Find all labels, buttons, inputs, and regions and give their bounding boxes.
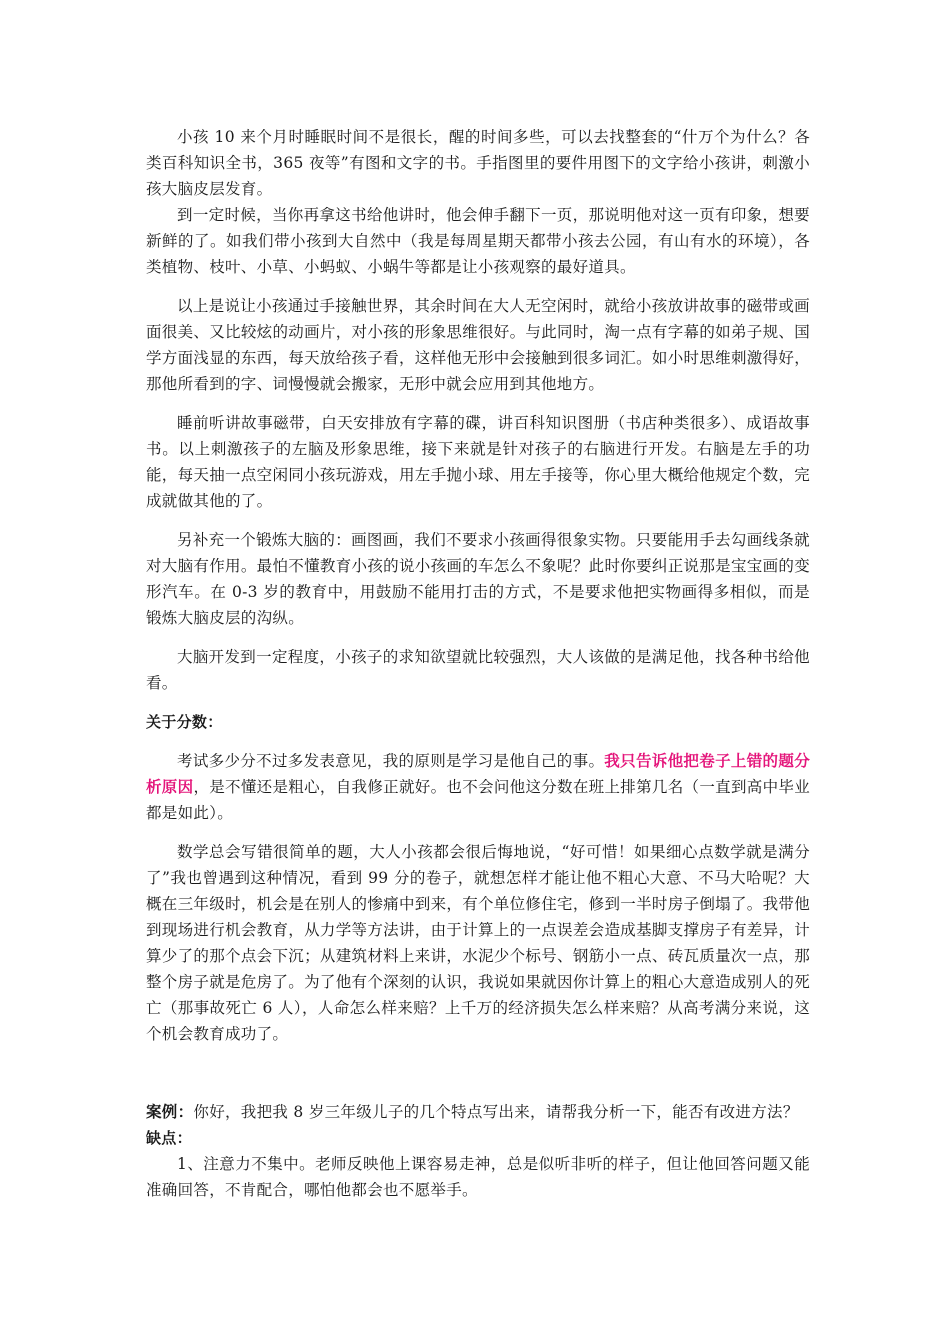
paragraph-7 [146,748,810,826]
highlighted-text: 我只告诉他把卷子上错的题分析原因 [146,751,811,796]
paragraph-4: 睡前听讲故事磁带，白天安排放有字幕的碟，讲百科知识图册（书店种类很多）、成语故事书。以上刺激孩子的左脑及形象思维，接下来就是针对孩子的右脑进行开发。右脑是左手的功能，每天抽一点空闲同小孩玩游戏，用左手抛小球、用左手接等，你心里大概给他规定个数，完成就做其他的了。 [146,414,810,510]
spacer [146,280,810,293]
paragraph-2: 到一定时候，当你再拿这书给他讲时，他会伸手翻下一页，那说明他对这一页有印象，想要新鲜的了。如我们带小孩到大自然中（我是每周星期天都带小孩去公园，有山有水的环境），各类植物、枝叶、小草、小蚂蚁、小蜗牛等都是让小孩观察的最好道具。 [146,206,810,276]
weakness-item-1: 1、注意力不集中。老师反映他上课容易走神，总是似听非听的样子，但让他回答问题又能准确回答，不肯配合，哪怕他都会也不愿举手。 [146,1155,810,1199]
spacer [146,696,810,709]
paragraph-7-start: 考试多少分不过多发表意见，我的原则是学习是他自己的事。 [177,752,605,770]
paragraph-8: 数学总会写错很简单的题，大人小孩都会很后悔地说，“好可惜！如果细心点数学就是满分了”我也曾遇到这种情况，看到 99 分的卷子，就想怎样才能让他不粗心大意、不马大哈呢？大概在三年级时，机会是在别人的惨痛中到来，有个单位修住宅，修到一半时房子倒塌了。我带他到现场进行机会教育，从力学等方法讲，由于计算上的一点误差会造成基脚支撑房子有差异，计算少了的那个点会下沉；从建筑材料上来讲，水泥少个标号、钢筋小一点、砖瓦质量次一点，那整个房子就是危房了。为了他有个深刻的认识，我说如果就因你计算上的粗心大意造成别人的死亡（那事故死亡 6 人），人命怎么样来赔？上千万的经济损失怎么样来赔？从高考满分来说，这个机会教育成功了。 [146,843,810,1043]
spacer [146,514,810,527]
paragraph-5: 另补充一个锻炼大脑的：画图画，我们不要求小孩画得很象实物。只要能用手去勾画线条就对大脑有作用。最怕不懂教育小孩的说小孩画的车怎么不象呢？此时你要纠正说那是宝宝画的变形汽车。在 0-3 岁的教育中，用鼓励不能用打击的方式，不是要求他把实物画得多相似，而是锻炼大脑皮层的沟纵。 [146,531,810,627]
spacer [146,1047,810,1099]
spacer [146,631,810,644]
case-intro [146,1099,810,1125]
spacer [146,735,810,748]
spacer [146,397,810,410]
paragraph-6: 大脑开发到一定程度，小孩子的求知欲望就比较强烈，大人该做的是满足他，找各种书给他看。 [146,648,810,692]
case-text: 你好，我把我 8 岁三年级儿子的几个特点写出来，请帮我分析一下，能否有改进方法？ [193,1103,799,1121]
paragraph-3: 以上是说让小孩通过手接触世界，其余时间在大人无空闲时，就给小孩放讲故事的磁带或画面很美、又比较炫的动画片，对小孩的形象思维很好。与此同时，淘一点有字幕的如弟子规、国学方面浅显的东西，每天放给孩子看，这样他无形中会接触到很多词汇。如小时思维刺激得好，那他所看到的字、词慢慢就会搬家，无形中就会应用到其他地方。 [146,297,810,393]
scores-heading: 关于分数： [146,713,223,731]
case-label: 案例： [146,1103,194,1121]
spacer [146,826,810,839]
paragraph-1: 小孩 10 来个月时睡眠时间不是很长，醒的时间多些，可以去找整套的“什万个为什么？各类百科知识全书，365 夜等”有图和文字的书。手指图里的要件用图下的文字给小孩讲，刺激小孩大脑皮层发育。 [146,128,810,198]
paragraph-7-end: ，是不懂还是粗心，自我修正就好。也不会问他这分数在班上排第几名（一直到高中毕业都是如此）。 [146,778,811,822]
weakness-label: 缺点： [146,1129,192,1147]
document-body [146,124,810,1203]
